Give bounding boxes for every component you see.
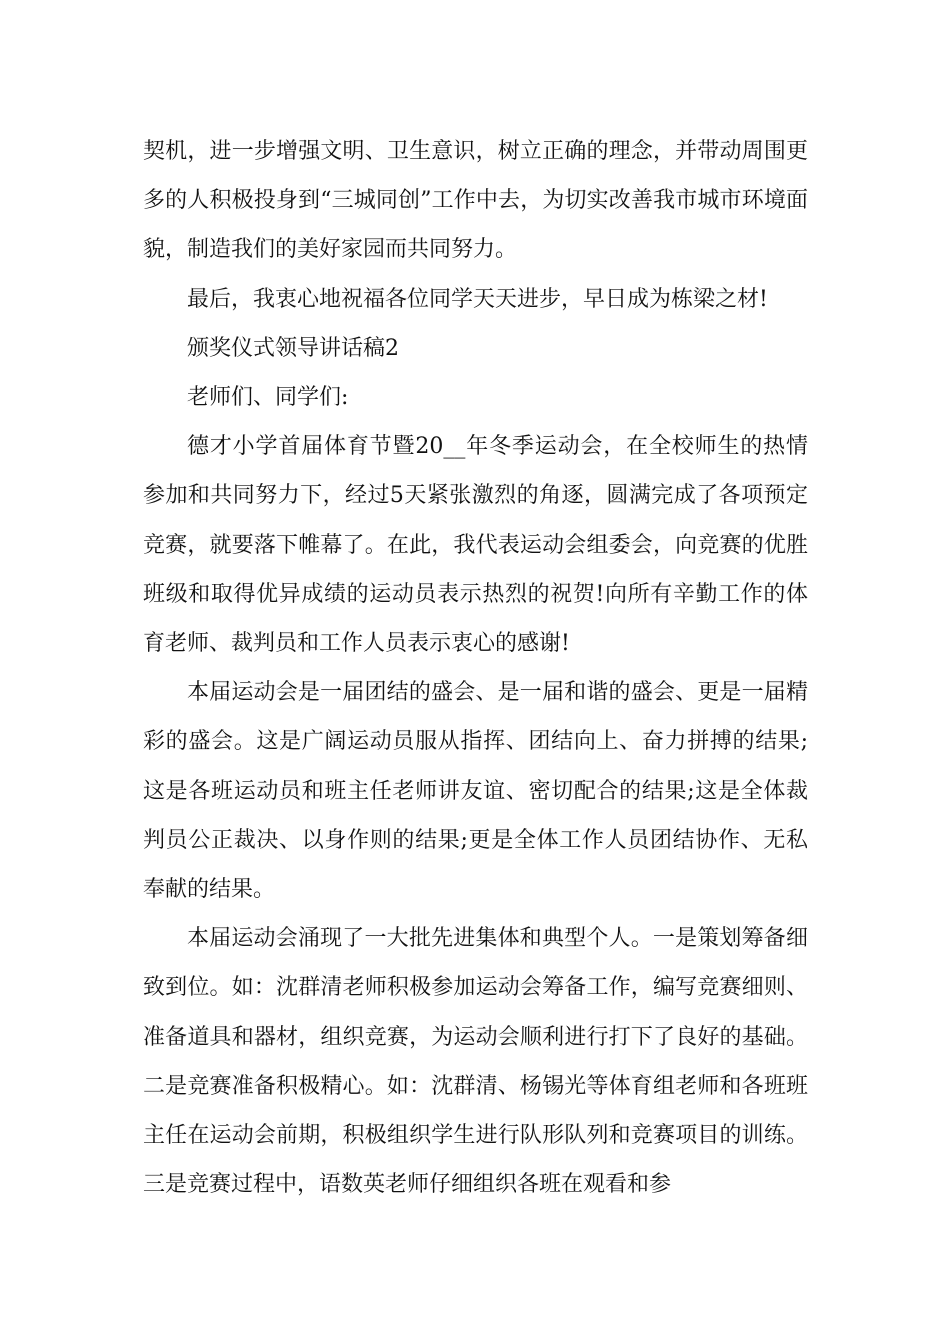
salutation: 老师们、同学们:	[187, 385, 349, 411]
paragraph-closing-wish: 最后，我衷心地祝福各位同学天天进步，早日成为栋梁之材!	[187, 286, 768, 312]
document-body	[143, 127, 808, 1209]
paragraph-opening: 德才小学首届体育节暨20__年冬季运动会，在全校师生的热情参加和共同努力下，经过5天紧张激烈的角逐，圆满完成了各项预定竞赛，就要落下帷幕了。在此，我代表运动会组委会，向竞赛的优胜班级和取得优异成绩的运动员表示热烈的祝贺!向所有辛勤工作的体育老师、裁判员和工作人员表示衷心的感谢!	[143, 434, 808, 657]
section-title: 颁奖仪式领导讲话稿2	[187, 335, 399, 361]
paragraph-highlights: 本届运动会涌现了一大批先进集体和典型个人。一是策划筹备细致到位。如：沈群清老师积极参加运动会筹备工作，编写竞赛细则、准备道具和器材，组织竞赛，为运动会顺利进行打下了良好的基础。二是竞赛准备积极精心。如：沈群清、杨锡光等体育组老师和各班班主任在运动会前期，积极组织学生进行队形队列和竞赛项目的训练。三是竞赛过程中，语数英老师仔细组织各班在观看和参	[143, 926, 808, 1198]
paragraph-review: 本届运动会是一届团结的盛会、是一届和谐的盛会、更是一届精彩的盛会。这是广阔运动员服从指挥、团结向上、奋力拼搏的结果;这是各班运动员和班主任老师讲友谊、密切配合的结果;这是全体裁判员公正裁决、以身作则的结果;更是全体工作人员团结协作、无私奉献的结果。	[143, 680, 808, 903]
paragraph-continuation: 契机，进一步增强文明、卫生意识，树立正确的理念，并带动周围更多的人积极投身到“三城同创”工作中去，为切实改善我市城市环境面貌，制造我们的美好家园而共同努力。	[143, 139, 808, 263]
